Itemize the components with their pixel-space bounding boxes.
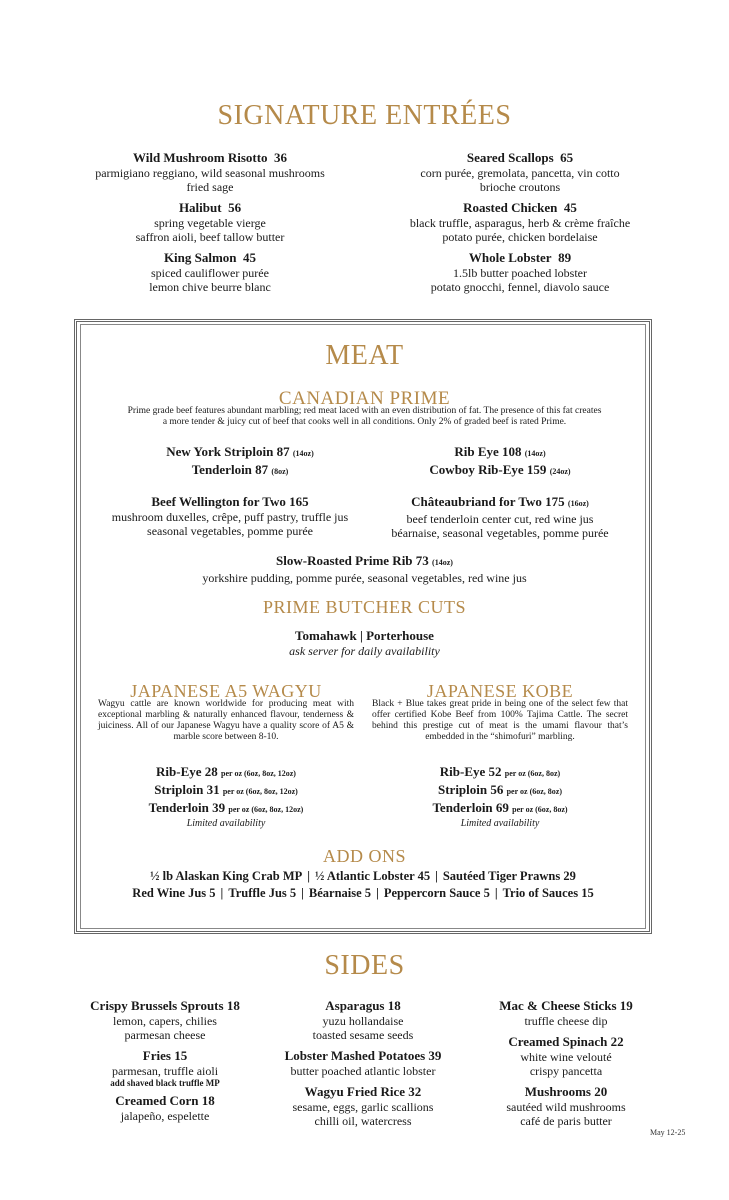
item-desc: sautéed wild mushrooms — [506, 1100, 626, 1114]
item-desc: parmesan, truffle aioli — [111, 1064, 219, 1078]
item-name: Mac & Cheese Sticks 19 — [499, 998, 633, 1013]
menu-item — [110, 462, 370, 480]
menu-item — [370, 200, 670, 244]
item-size: (8oz) — [271, 467, 289, 476]
description-line: Prime grade beef features abundant marbling; red meat laced with an even distribution of fat. The presence of this fat creates — [127, 406, 602, 416]
menu-item — [268, 998, 458, 1042]
item-price: 36 — [274, 150, 288, 165]
item-unit: per oz (6oz, 8oz, 12oz) — [228, 805, 304, 814]
item-unit: per oz (6oz, 8oz, 12oz) — [221, 769, 296, 778]
item-name: Cowboy Rib-Eye 159 — [429, 462, 547, 477]
item-name: Crispy Brussels Sprouts 18 — [90, 998, 240, 1013]
menu-item — [60, 150, 360, 194]
item-size: (14oz) — [524, 449, 546, 458]
item-price: 56 — [228, 200, 242, 215]
menu-item-wellington — [90, 494, 370, 538]
meat-title: MEAT — [325, 340, 404, 371]
item-extra: add shaved black truffle MP — [110, 1078, 220, 1088]
item-name: Tenderloin 87 — [191, 462, 269, 477]
addons-line-1: ½ lb Alaskan King Crab MP | ½ Atlantic Lobster 45 | Sautéed Tiger Prawns 29 — [150, 869, 576, 883]
butcher-cuts-items — [90, 628, 639, 658]
wagyu-items — [98, 764, 354, 829]
item-size: (24oz) — [549, 467, 571, 476]
item-name: Beef Wellington for Two 165 — [151, 494, 309, 509]
item-desc: sesame, eggs, garlic scallions — [292, 1100, 434, 1114]
item-name: Rib Eye 108 — [454, 444, 522, 459]
item-name: Halibut — [178, 200, 222, 215]
item-unit: per oz (6oz, 8oz, 12oz) — [222, 787, 298, 796]
item-name: Tomahawk — [295, 628, 357, 643]
menu-item — [110, 444, 370, 462]
menu-item — [70, 1093, 260, 1123]
item-desc: beef tenderloin center cut, red wine jus — [406, 512, 594, 526]
sides-column-1 — [70, 998, 260, 1123]
item-desc: parmesan cheese — [124, 1028, 206, 1042]
item-name: Tenderloin 39 — [148, 800, 226, 815]
menu-item — [370, 462, 630, 480]
item-name: New York Striploin 87 — [166, 444, 290, 459]
availability-note: Limited availability — [460, 818, 540, 829]
item-name: Wagyu Fried Rice 32 — [304, 1084, 422, 1099]
item-desc: lemon chive beurre blanc — [149, 280, 271, 294]
item-desc: jalapeño, espelette — [120, 1109, 210, 1123]
addon-item: Sautéed Tiger Prawns 29 — [442, 869, 576, 883]
menu-item — [268, 1048, 458, 1078]
menu-item — [372, 764, 628, 782]
item-desc: saffron aioli, beef tallow butter — [135, 230, 285, 244]
sides-column-3 — [466, 998, 666, 1128]
kobe-title: JAPANESE KOBE — [426, 681, 574, 701]
menu-item — [370, 444, 630, 462]
item-name: Châteaubriand for Two 175 — [411, 494, 565, 509]
wagyu-description: Wagyu cattle are known worldwide for producing meat with exceptional marbling & naturally enhanced flavour, tenderness & juiciness. All of our Japanese Wagyu have a quality score of A5 & marble score between 8-10. — [98, 699, 354, 742]
kobe-items — [372, 764, 628, 829]
addon-item: ½ Atlantic Lobster 45 — [315, 869, 431, 883]
item-name: Creamed Corn 18 — [115, 1093, 215, 1108]
addon-item: Truffle Jus 5 — [228, 886, 297, 900]
item-desc: parmigiano reggiano, wild seasonal mushrooms — [95, 166, 325, 180]
addons-line-2: Red Wine Jus 5 | Truffle Jus 5 | Béarnaise 5 | Peppercorn Sauce 5 | Trio of Sauces 15 — [132, 886, 594, 900]
menu-item — [466, 998, 666, 1028]
menu-item — [70, 998, 260, 1042]
menu-item — [98, 800, 354, 818]
kobe-description: Black + Blue takes great pride in being one of the select few that offer certified Kobe Beef from 100% Tajima Cattle. The secret behind this prestige cut of meat is the umami flavour that’s embedded in the “shimofuri” marbling. — [372, 699, 628, 742]
description-line: a more tender & juicy cut of beef that cooks well in all conditions. Only 2% of graded beef is rated Prime. — [162, 417, 567, 427]
item-price: 65 — [560, 150, 574, 165]
item-desc: café de paris butter — [520, 1114, 612, 1128]
addon-item: Peppercorn Sauce 5 — [383, 886, 490, 900]
item-desc: yuzu hollandaise — [322, 1014, 404, 1028]
item-size: (14oz) — [432, 558, 453, 567]
item-desc: white wine velouté — [520, 1050, 612, 1064]
item-desc: potato gnocchi, fennel, diavolo sauce — [430, 280, 610, 294]
availability-note: Limited availability — [186, 818, 266, 829]
item-name: King Salmon — [163, 250, 237, 265]
item-name: Roasted Chicken — [463, 200, 558, 215]
butcher-cuts-title: PRIME BUTCHER CUTS — [262, 597, 467, 617]
item-price: 45 — [243, 250, 257, 265]
menu-item — [268, 1084, 458, 1128]
item-name: Mushrooms 20 — [524, 1084, 608, 1099]
menu-item — [372, 782, 628, 800]
menu-item-prime-rib — [90, 553, 639, 585]
menu-item — [466, 1034, 666, 1078]
signature-title: SIGNATURE ENTRÉES — [217, 100, 512, 131]
item-size: (16oz) — [567, 499, 589, 508]
item-desc: 1.5lb butter poached lobster — [453, 266, 587, 280]
item-name: Whole Lobster — [468, 250, 552, 265]
item-desc: butter poached atlantic lobster — [290, 1064, 436, 1078]
item-desc: mushroom duxelles, crêpe, puff pastry, truffle jus — [111, 510, 349, 524]
item-name: Rib-Eye 28 — [156, 764, 218, 779]
item-unit: per oz (6oz, 8oz) — [512, 805, 568, 814]
item-desc: seasonal vegetables, pomme purée — [147, 524, 313, 538]
item-name: Tenderloin 69 — [432, 800, 509, 815]
item-desc: béarnaise, seasonal vegetables, pomme purée — [391, 526, 609, 540]
canadian-left-items — [110, 444, 370, 480]
item-desc: yorkshire pudding, pomme purée, seasonal vegetables, red wine jus — [202, 571, 527, 585]
menu-date: May 12-25 — [650, 1128, 686, 1137]
menu-item-chateaubriand — [365, 494, 635, 540]
item-desc: spring vegetable vierge — [154, 216, 266, 230]
item-name: Wild Mushroom Risotto — [132, 150, 268, 165]
menu-item — [370, 150, 670, 194]
menu-item — [98, 782, 354, 800]
item-name: Striploin 31 — [154, 782, 220, 797]
item-desc: truffle cheese dip — [524, 1014, 608, 1028]
item-desc: toasted sesame seeds — [312, 1028, 414, 1042]
item-size: (14oz) — [292, 449, 314, 458]
item-desc: corn purée, gremolata, pancetta, vin cotto — [420, 166, 620, 180]
item-name: Slow-Roasted Prime Rib 73 — [276, 553, 429, 568]
menu-item — [60, 250, 360, 294]
item-desc: black truffle, asparagus, herb & crème fraîche — [409, 216, 631, 230]
item-name: Seared Scallops — [466, 150, 554, 165]
menu-item — [60, 200, 360, 244]
sides-column-2 — [268, 998, 458, 1128]
item-unit: per oz (6oz, 8oz) — [506, 787, 562, 796]
availability-note: ask server for daily availability — [289, 644, 440, 658]
item-desc: fried sage — [186, 180, 234, 194]
sides-title: SIDES — [324, 950, 405, 981]
addons-title: ADD ONS — [322, 846, 406, 866]
item-name: Porterhouse — [366, 628, 434, 643]
item-name: Rib-Eye 52 — [439, 764, 502, 779]
signature-left-column — [60, 150, 360, 294]
item-name: Fries 15 — [142, 1048, 188, 1063]
menu-item — [372, 800, 628, 818]
item-desc: lemon, capers, chilies — [113, 1014, 217, 1028]
menu-item — [98, 764, 354, 782]
canadian-prime-title: CANADIAN PRIME — [278, 388, 451, 409]
item-desc: brioche croutons — [479, 180, 561, 194]
signature-right-column — [370, 150, 670, 294]
addon-item: ½ lb Alaskan King Crab MP — [150, 869, 303, 883]
addon-item: Béarnaise 5 — [308, 886, 372, 900]
item-desc: crispy pancetta — [529, 1064, 603, 1078]
menu-item — [70, 1048, 260, 1089]
canadian-right-items — [370, 444, 630, 480]
wagyu-title: JAPANESE A5 WAGYU — [130, 681, 322, 701]
item-name: Creamed Spinach 22 — [508, 1034, 624, 1049]
item-name: Lobster Mashed Potatoes 39 — [284, 1048, 442, 1063]
item-desc: spiced cauliflower purée — [151, 266, 269, 280]
item-unit: per oz (6oz, 8oz) — [504, 769, 561, 778]
canadian-prime-description — [90, 406, 639, 428]
item-desc: chilli oil, watercress — [314, 1114, 412, 1128]
addon-item: Trio of Sauces 15 — [502, 886, 594, 900]
menu-item — [370, 250, 670, 294]
separator: | — [359, 628, 363, 643]
item-price: 45 — [563, 200, 577, 215]
item-desc: potato purée, chicken bordelaise — [442, 230, 598, 244]
item-name: Striploin 56 — [437, 782, 504, 797]
item-name: Asparagus 18 — [325, 998, 401, 1013]
menu-item — [466, 1084, 666, 1128]
addon-item: Red Wine Jus 5 — [132, 886, 216, 900]
item-price: 89 — [558, 250, 572, 265]
